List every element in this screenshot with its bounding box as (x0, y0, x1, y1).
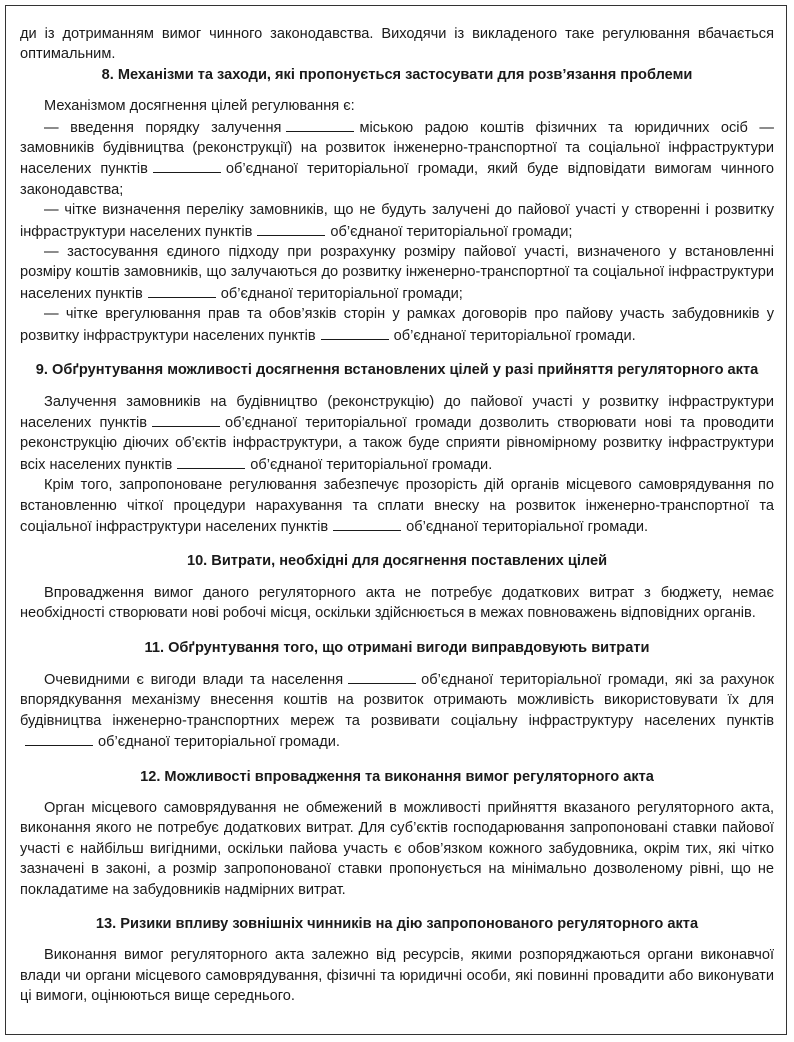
intro-paragraph: ди із дотриманням вимог чинного законодавства. Виходячи із викладеного таке регулювання вбачається оптимальним. (20, 26, 774, 63)
blank-field (177, 454, 245, 469)
blank-field (348, 669, 416, 684)
section-9-paragraph-1: Залучення замовників на будівництво (реконструкцію) до пайової участі у розвитку інфраструктури населених пунктів об’єднаної територіальної громади дозволить створювати нові та проводити реконструкцію діючих об’єктів інфраструктури, а також буде сприяти рівномірному розвитку інфраструктури всіх населених пунктів об’єднаної територіальної громади. (20, 393, 774, 473)
document-page (5, 5, 787, 1035)
section-8-item-2: — чітке визначення переліку замовників, що не будуть залучені до пайової участі у створенні і розвитку інфраструктури населених пунктів об’єднаної територіальної громади; (20, 202, 774, 240)
blank-field (333, 516, 401, 531)
section-12-body (20, 798, 774, 900)
section-8-heading: 8. Механізми та заходи, які пропонується застосувати для розв’язання проблеми (101, 66, 693, 83)
blank-field (25, 731, 93, 746)
section-8-body (20, 96, 774, 346)
blank-field (257, 221, 325, 236)
section-8-lead: Механізмом досягнення цілей регулювання є: (44, 98, 355, 115)
section-13-paragraph: Виконання вимог регуляторного акта залежно від ресурсів, якими розпоряджаються органи виконавчої влади чи органи місцевого самоврядування, фізичні та юридичні особи, які повинні провадити або виконувати ці вимоги, оцінюються вище середнього. (20, 947, 774, 1005)
document-body (20, 24, 774, 1007)
section-10-heading: 10. Витрати, необхідні для досягнення поставлених цілей (186, 553, 608, 570)
section-10-body (20, 583, 774, 624)
section-11-body (20, 669, 774, 753)
section-12-paragraph: Орган місцевого самоврядування не обмежений в можливості прийняття вказаного регуляторного акта, виконання якого не потребує додаткових витрат. Для суб’єктів господарювання запропоновані ставки пайової участі є найбільш вигідними, оскільки пайова участь є обов’язком кожного забудовника, окрім тих, які чітко зазначені в законі, а розмір запропонованої ставки пропонується на мінімально дозволеному рівні, що не покладатиме на забудовників надмірних витрат. (20, 800, 774, 898)
blank-field (153, 158, 221, 173)
blank-field (148, 283, 216, 298)
section-11-heading: 11. Обґрунтування того, що отримані вигоди виправдовують витрати (144, 639, 650, 656)
section-13-heading: 13. Ризики впливу зовнішніх чинників на дію запропонованого регуляторного акта (95, 916, 699, 933)
section-13-body (20, 945, 774, 1006)
section-8-item-3: — застосування єдиного підходу при розрахунку розміру пайової участі, визначеного у встановленні розміру коштів замовників, що залучаються до розвитку інженерно-транспортної та соціальної інфраструктури населених пунктів об’єднаної територіальної громади; (20, 244, 774, 302)
blank-field (286, 117, 354, 132)
blank-field (152, 412, 220, 427)
section-9-heading: 9. Обґрунтування можливості досягнення встановлених цілей у разі прийняття регуляторного акта (35, 362, 759, 379)
section-8-item-1: — введення порядку залучення міською радою коштів фізичних та юридичних осіб — замовників будівництва (реконструкції) на розвиток інженерно-транспортної та соціальної інфраструктури населених пунктів об’єднаної територіальної громади, який буде відповідати вимогам чинного законодавства; (20, 117, 774, 201)
blank-field (321, 325, 389, 340)
section-12-heading: 12. Можливості впровадження та виконання вимог регуляторного акта (140, 768, 654, 785)
section-11-paragraph: Очевидними є вигоди влади та населення об’єднаної територіальної громади, які за рахунок впорядкування механізму внесення коштів на розвиток отримають можливість використовувати їх для будівництва інженерно-транспортних мереж та розвивати соціальну інфраструктуру населених пунктівоб’єднаної територіальної громади. (20, 669, 774, 753)
section-10-paragraph: Впровадження вимог даного регуляторного акта не потребує додаткових витрат з бюджету, немає необхідності створювати нові робочі місця, оскільки здійснюється в межах повноважень відповідних органів. (20, 584, 774, 622)
section-8-item-4: — чітке врегулювання прав та обов’язків сторін у рамках договорів про пайову участь забудовників у розвитку інфраструктури населених пунктів об’єднаної територіальної громади. (20, 306, 774, 344)
section-9-body (20, 392, 774, 538)
section-9-paragraph-2: Крім того, запропоноване регулювання забезпечує прозорість дій органів місцевого самоврядування по встановленню чіткої процедури нарахування та сплати внеску на розвиток інженерно-транспортної та соціальної інфраструктури населених пунктів об’єднаної територіальної громади. (20, 477, 774, 535)
